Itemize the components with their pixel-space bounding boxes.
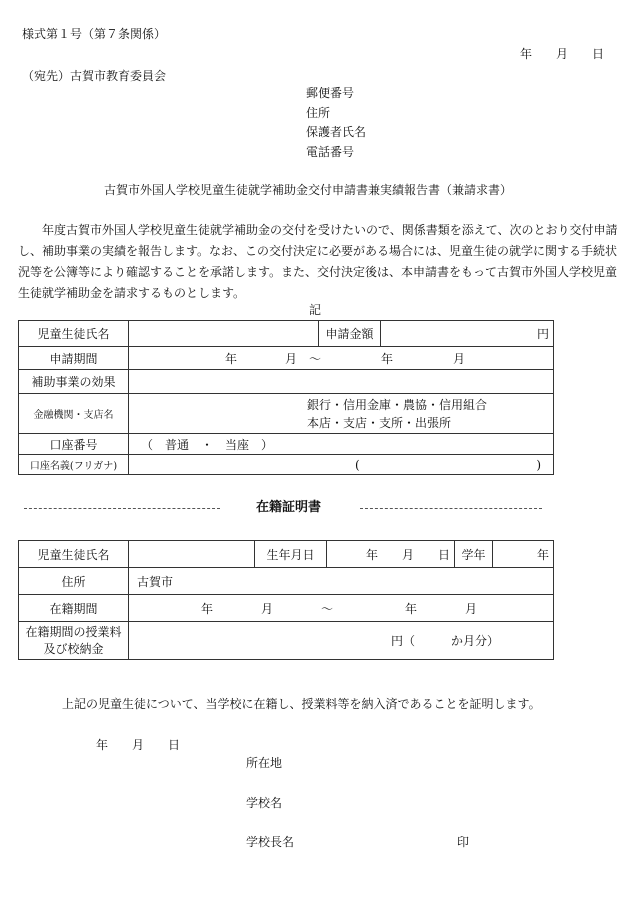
certificate-title: 在籍証明書 <box>256 500 322 515</box>
row-period <box>19 347 554 370</box>
certification-statement: 上記の児童生徒について、当学校に在籍し、授業料等を納入済であることを証明します。 <box>62 697 541 711</box>
cert-student-name-label: 児童生徒氏名 <box>19 541 129 568</box>
seal-mark: 印 <box>457 835 470 849</box>
header-date: 年 月 日 <box>520 47 605 61</box>
amount-field[interactable] <box>381 321 554 347</box>
effect-field[interactable] <box>129 370 554 394</box>
grade-field[interactable]: 年 <box>493 541 554 568</box>
bank-field[interactable] <box>129 394 554 434</box>
addressee: （宛先）古賀市教育委員会 <box>22 69 167 83</box>
application-statement-text: 年度古賀市外国人学校児童生徒就学補助金の交付を受けたいので、関係書類を添えて、次のとおり交付申請し、補助事業の実績を報告します。なお、この交付決定に必要がある場合には、児童生徒の就学に関する手続状況等を公簿等により確認することを承諾します。また、交付決定後は、本申請書をもって古賀市外国人学校児童生徒就学補助金を請求するものとします。 <box>18 223 618 300</box>
ki-marker: 記 <box>309 303 322 317</box>
account-holder-label: 口座名義(フリガナ) <box>19 455 129 475</box>
yen-unit: 円 <box>536 327 549 341</box>
period-field[interactable]: 年 月 ～ 年 月 <box>129 347 554 370</box>
guardian-name-label: 保護者氏名 <box>306 125 367 139</box>
cert-address-field[interactable]: 古賀市 <box>129 568 554 595</box>
row-student-name <box>19 321 554 347</box>
account-number-label: 口座番号 <box>19 434 129 455</box>
cert-row-student <box>19 541 554 568</box>
application-table <box>18 320 554 475</box>
cert-address-label: 住所 <box>19 568 129 595</box>
applicant-address-label: 住所 <box>306 106 331 120</box>
enrollment-period-label: 在籍期間 <box>19 595 129 622</box>
account-holder-parens <box>133 458 549 472</box>
grade-label: 学年 <box>455 541 493 568</box>
divider-left <box>24 508 220 509</box>
cert-row-fees <box>19 622 554 660</box>
bank-label: 金融機関・支店名 <box>19 394 129 434</box>
application-statement <box>18 220 618 304</box>
phone-number-label: 電話番号 <box>306 145 355 159</box>
student-name-field[interactable] <box>129 321 319 347</box>
paren-open: ( <box>355 457 360 472</box>
period-label: 申請期間 <box>19 347 129 370</box>
account-number-field[interactable]: （ 普通 ・ 当座 ） <box>129 434 554 455</box>
fees-label <box>19 622 129 660</box>
fees-label-line1: 在籍期間の授業料 <box>25 624 122 639</box>
school-location-label: 所在地 <box>246 756 283 770</box>
row-bank <box>19 394 554 434</box>
divider-right <box>360 508 542 509</box>
account-holder-field[interactable] <box>129 455 554 475</box>
birth-date-label: 生年月日 <box>255 541 327 568</box>
certificate-table <box>18 540 554 660</box>
effect-label: 補助事業の効果 <box>19 370 129 394</box>
cert-student-name-field[interactable] <box>129 541 255 568</box>
bank-types: 銀行・信用金庫・農協・信用組合 <box>307 397 488 412</box>
row-account <box>19 434 554 455</box>
school-name-label: 学校名 <box>246 796 283 810</box>
amount-label: 申請金額 <box>319 321 381 347</box>
fees-label-line2: 及び校納金 <box>43 641 104 656</box>
paren-close: ) <box>536 457 541 472</box>
fees-field[interactable]: 円（ か月分） <box>129 622 554 660</box>
principal-name-label: 学校長名 <box>246 835 295 849</box>
cert-row-address <box>19 568 554 595</box>
student-name-label: 児童生徒氏名 <box>19 321 129 347</box>
certification-date: 年 月 日 <box>96 738 181 752</box>
postal-code-label: 郵便番号 <box>306 86 355 100</box>
cert-row-period <box>19 595 554 622</box>
enrollment-period-field[interactable]: 年 月 ～ 年 月 <box>129 595 554 622</box>
row-holder <box>19 455 554 475</box>
birth-date-field[interactable]: 年 月 日 <box>327 541 455 568</box>
row-effect <box>19 370 554 394</box>
form-number: 様式第１号（第７条関係） <box>22 27 167 41</box>
branch-types: 本店・支店・支所・出張所 <box>307 415 452 430</box>
form-title: 古賀市外国人学校児童生徒就学補助金交付申請書兼実績報告書（兼請求書） <box>104 183 513 197</box>
